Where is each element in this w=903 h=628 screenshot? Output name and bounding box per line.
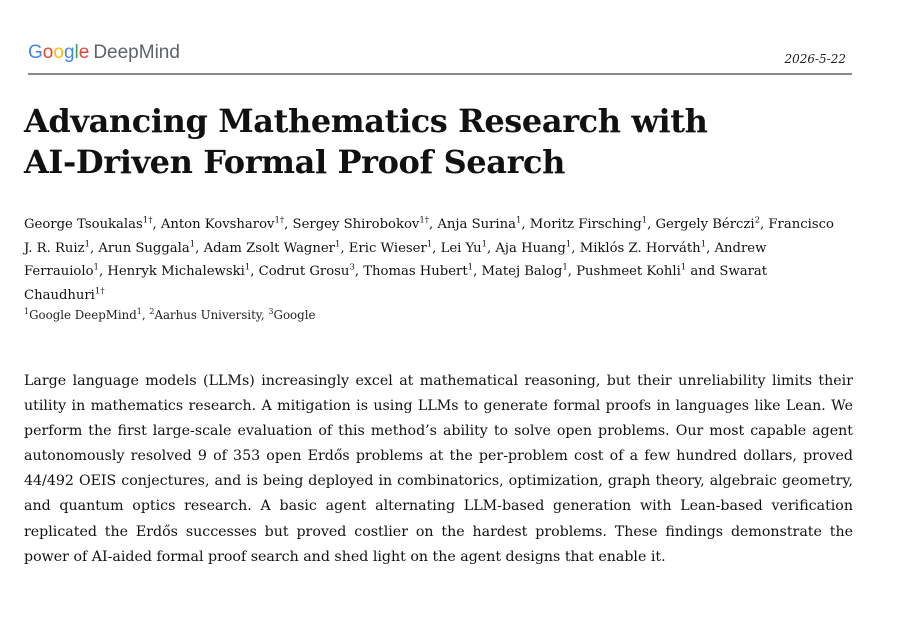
affiliation-number: 1	[244, 262, 251, 273]
affiliation-entry	[268, 308, 315, 322]
author-separator: ,	[250, 264, 259, 279]
author-name: Sergey Shirobokov	[292, 217, 420, 232]
author-separator: ,	[706, 240, 715, 256]
author-entry	[259, 264, 355, 279]
equal-contribution-mark: †	[424, 215, 430, 226]
author-separator: and	[686, 264, 720, 279]
affiliation-name: Aarhus University	[154, 308, 261, 322]
author-separator: ,	[473, 264, 482, 279]
affiliation-number: 3	[349, 262, 355, 273]
author-entry	[576, 264, 686, 279]
author-entry	[363, 264, 473, 279]
affiliation-number: 1	[189, 239, 196, 250]
author-name: Eric Wieser	[348, 240, 427, 256]
author-name: Moritz Firsching	[529, 217, 642, 232]
affiliation-number: 1	[700, 239, 707, 250]
affiliation-number: 1	[641, 215, 648, 226]
affiliation-number: 1	[562, 262, 568, 273]
logo-product: DeepMind	[93, 42, 180, 63]
google-deepmind-logo	[28, 42, 180, 64]
affiliation-number: 1	[565, 239, 572, 250]
affiliation-number: 1	[84, 239, 90, 250]
affiliation-number: 1	[515, 215, 522, 226]
affiliation-number: 1	[426, 239, 433, 250]
author-name: Aja Huang	[495, 240, 566, 256]
author-entry	[293, 217, 429, 232]
author-separator: ,	[284, 217, 293, 232]
author-separator: ,	[647, 217, 656, 232]
author-separator: ,	[567, 264, 577, 279]
author-entry	[349, 241, 432, 256]
logo-letter: g	[63, 42, 75, 63]
author-separator: ,	[571, 240, 580, 256]
author-name: Miklós Z. Horváth	[579, 240, 701, 256]
author-entry	[161, 217, 284, 232]
author-name: George Tsoukalas	[24, 217, 143, 232]
author-entry	[204, 241, 341, 256]
author-entry	[530, 217, 647, 232]
author-name: Lei Yu	[440, 240, 482, 256]
affiliation-number: 1	[680, 262, 687, 273]
author-separator: ,	[195, 240, 204, 256]
author-name: Arun Suggala	[98, 240, 190, 256]
author-separator: ,	[760, 217, 769, 232]
affiliation-number: 1	[334, 239, 341, 250]
logo-letter: o	[53, 42, 64, 63]
equal-contribution-mark: †	[100, 286, 105, 297]
author-entry	[580, 241, 706, 256]
logo-letter: l	[74, 42, 79, 63]
affiliation-entry	[24, 308, 142, 322]
paper-title	[24, 101, 854, 183]
author-list	[24, 213, 839, 307]
author-separator: ,	[340, 240, 349, 256]
author-name: Adam Zsolt Wagner	[203, 240, 335, 256]
affiliation-name: Google DeepMind	[29, 308, 137, 322]
affiliation-number: 1	[93, 262, 99, 273]
affiliation-name: Google	[273, 308, 316, 322]
author-separator: ,	[487, 240, 496, 256]
equal-contribution-mark: †	[148, 215, 153, 226]
affiliation-number: 1	[142, 215, 149, 226]
author-separator: ,	[98, 264, 108, 279]
author-separator: ,	[152, 217, 161, 232]
author-entry	[481, 264, 567, 279]
author-name: Matej Balog	[481, 264, 563, 279]
author-separator: ,	[354, 264, 364, 279]
affiliation-number: 1	[94, 286, 101, 297]
author-name: Francisco J. R. Ruiz	[24, 217, 834, 256]
author-entry	[107, 264, 250, 279]
logo-letter: o	[42, 42, 54, 63]
affiliation-separator: ,	[141, 308, 150, 322]
author-name: Pushmeet Kohli	[576, 264, 681, 279]
author-name: Anja Surina	[437, 217, 516, 232]
title-line: Advancing Mathematics Research with	[24, 102, 708, 140]
affiliation-note: 1	[136, 307, 142, 317]
equal-contribution-mark: †	[279, 215, 285, 226]
author-name: Henryk Michalewski	[107, 264, 245, 279]
affiliation-number: 2	[754, 215, 761, 226]
affiliation-list	[24, 306, 315, 324]
title-line: AI-Driven Formal Proof Search	[24, 143, 565, 181]
author-entry	[24, 217, 152, 232]
affiliation-separator: ,	[260, 308, 269, 322]
affiliation-number: 1	[481, 239, 488, 250]
author-name: Swarat Chaudhuri	[24, 264, 768, 303]
author-separator: ,	[521, 217, 530, 232]
page-header	[28, 40, 852, 75]
affiliation-number: 1	[419, 215, 425, 226]
author-name: Gergely Bérczi	[655, 217, 755, 232]
author-entry	[98, 241, 195, 256]
author-entry	[495, 241, 571, 256]
author-entry	[441, 241, 487, 256]
author-name: Thomas Hubert	[363, 264, 468, 279]
author-name: Andrew Ferrauiolo	[24, 240, 767, 279]
author-entry	[655, 217, 760, 232]
affiliation-number: 1	[24, 307, 30, 317]
affiliation-number: 1	[274, 215, 280, 226]
affiliation-number: 1	[467, 262, 474, 273]
affiliation-number: 2	[149, 307, 155, 317]
logo-letter: G	[28, 42, 43, 63]
author-name: Codrut Grosu	[258, 264, 350, 279]
author-separator: ,	[89, 240, 99, 256]
affiliation-marker	[95, 286, 105, 296]
affiliation-marker	[419, 216, 429, 226]
publication-date: 2026-5-22	[784, 52, 846, 66]
affiliation-marker	[143, 216, 153, 226]
author-entry	[437, 217, 521, 232]
author-separator: ,	[432, 240, 441, 256]
affiliation-entry	[149, 308, 261, 322]
author-separator: ,	[429, 217, 438, 232]
author-name: Anton Kovsharov	[160, 217, 275, 232]
abstract: Large language models (LLMs) increasingly excel at mathematical reasoning, but their unreliability limits their utility in mathematics research. A mitigation is using LLMs to generate formal proofs in languages like Lean. We perform the first large-scale evaluation of this method’s ability to solve open problems. Our most capable agent autonomously resolved 9 of 353 open Erdős problems at the per-problem cost of a few hundred dollars, proved 44/492 OEIS conjectures, and is being deployed in combinatorics, optimization, graph theory, algebraic geometry, and quantum optics research. A basic agent alternating LLM-based generation with Lean-based verification replicated the Erdős successes but proved costlier on the hardest problems. These findings demonstrate the power of AI-aided formal proof search and shed light on the agent designs that enable it.	[24, 373, 853, 565]
affiliation-number: 3	[268, 307, 274, 317]
logo-letter: e	[78, 42, 90, 63]
affiliation-marker	[274, 216, 284, 226]
